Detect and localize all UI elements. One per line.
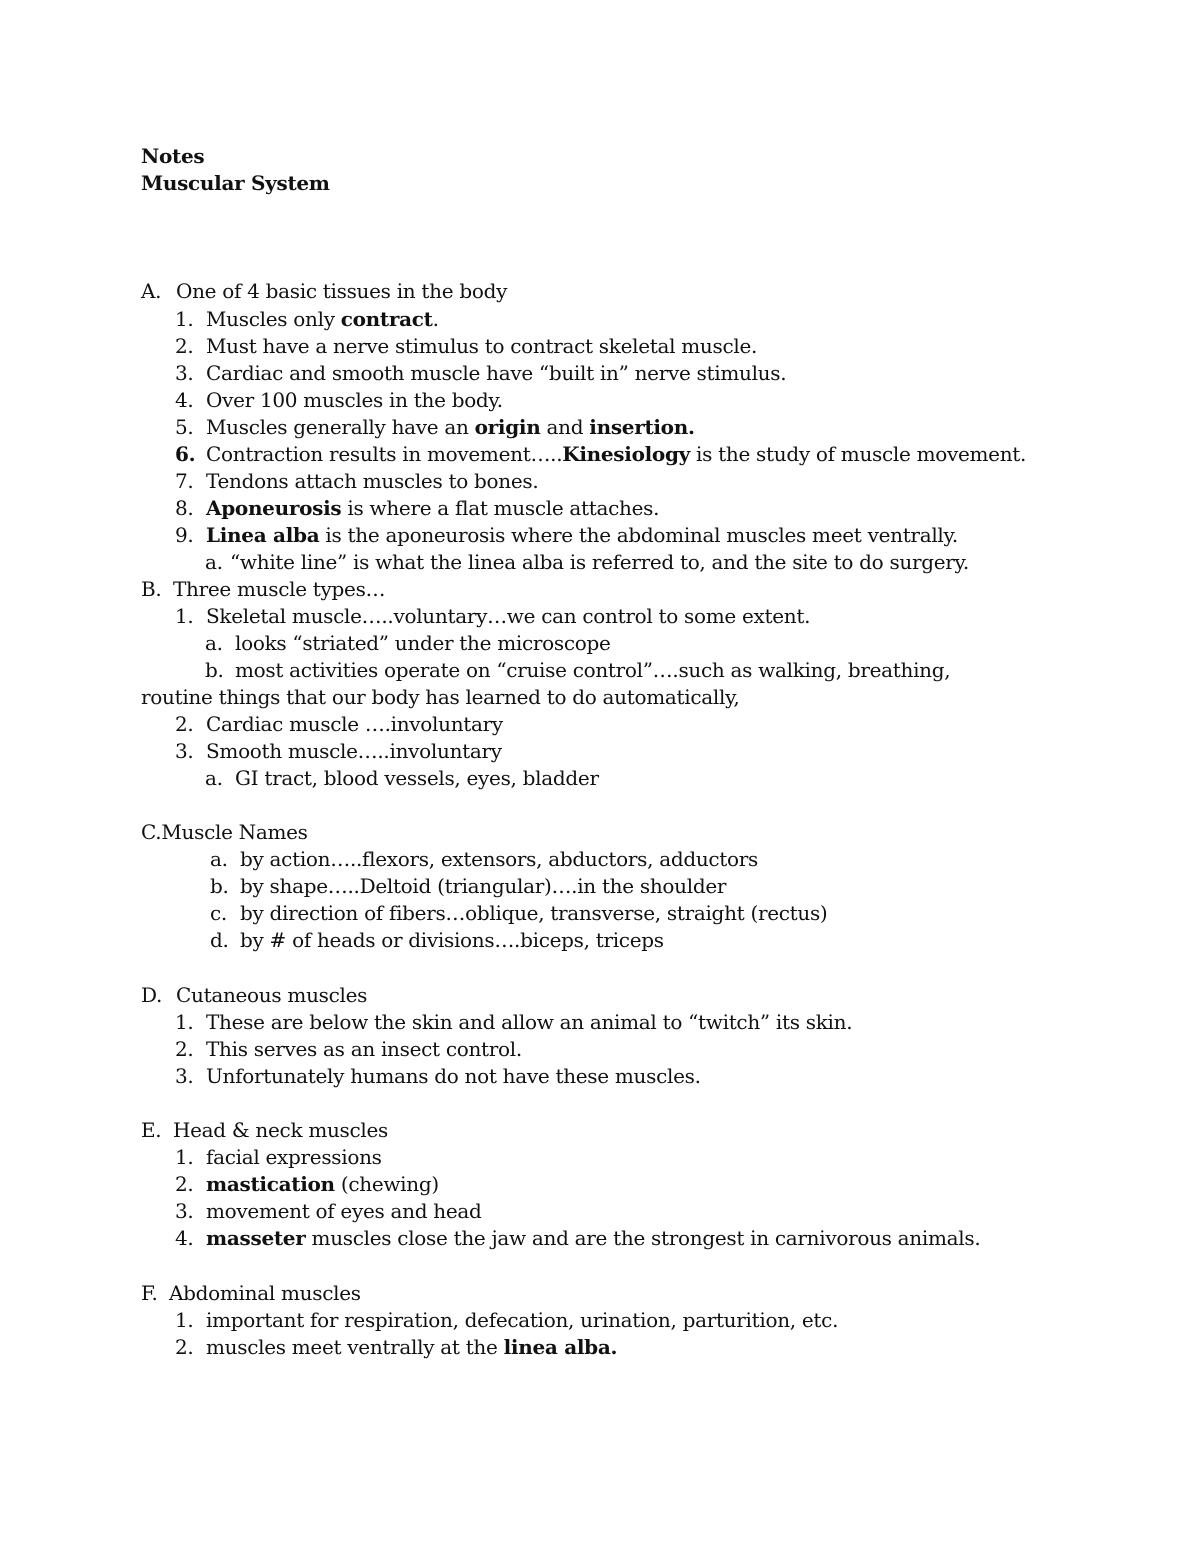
section-e-heading — [141, 1117, 389, 1144]
list-item: 2. Must have a nerve stimulus to contract skeletal muscle. — [175, 334, 758, 358]
list-item: 2. mastication (chewing) — [175, 1172, 439, 1196]
section-title: One of 4 basic tissues in the body — [176, 279, 508, 303]
list-item: 2. Cardiac muscle ….involuntary — [175, 712, 503, 736]
list-item: 1. facial expressions — [175, 1145, 382, 1169]
section-marker: F. — [141, 1281, 158, 1305]
list-item: 2. muscles meet ventrally at the linea alba. — [175, 1335, 618, 1359]
sub-list-item: d. by # of heads or divisions….biceps, triceps — [210, 928, 664, 952]
section-d-heading — [141, 982, 368, 1009]
doc-heading-muscular-system: Muscular System — [141, 171, 330, 195]
section-marker: E. — [141, 1118, 162, 1142]
list-item: 8. Aponeurosis is where a flat muscle attaches. — [175, 496, 660, 520]
list-item: 3. Cardiac and smooth muscle have “built in” nerve stimulus. — [175, 361, 787, 385]
list-item: 1. important for respiration, defecation, urination, parturition, etc. — [175, 1308, 839, 1332]
section-c-heading: C.Muscle Names — [141, 820, 308, 844]
section-marker: D. — [141, 983, 163, 1007]
list-item: 2. This serves as an insect control. — [175, 1037, 522, 1061]
sub-list-item: a. by action…..flexors, extensors, abductors, adductors — [210, 847, 759, 871]
section-title: Head & neck muscles — [173, 1118, 389, 1142]
sub-list-item: b. by shape…..Deltoid (triangular)….in the shoulder — [210, 874, 727, 898]
list-item: 6. Contraction results in movement…..Kinesiology is the study of muscle movement. — [175, 442, 1027, 466]
list-item: 5. Muscles generally have an origin and insertion. — [175, 415, 695, 439]
list-item: 4. Over 100 muscles in the body. — [175, 388, 503, 412]
section-a-heading — [141, 278, 508, 305]
list-item: 9. Linea alba is the aponeurosis where the abdominal muscles meet ventrally. — [175, 523, 958, 547]
section-title: Three muscle types… — [173, 577, 386, 601]
sub-list-item: a. GI tract, blood vessels, eyes, bladder — [205, 766, 599, 790]
section-title: Abdominal muscles — [169, 1281, 361, 1305]
list-item: 1. These are below the skin and allow an animal to “twitch” its skin. — [175, 1010, 853, 1034]
list-item: 3. Unfortunately humans do not have these muscles. — [175, 1064, 701, 1088]
list-item: 1. Skeletal muscle…..voluntary…we can control to some extent. — [175, 604, 811, 628]
section-b-heading — [141, 576, 386, 603]
list-item: 3. Smooth muscle…..involuntary — [175, 739, 502, 763]
list-item: 1. Muscles only contract. — [175, 307, 439, 331]
sub-list-item: a. “white line” is what the linea alba is referred to, and the site to do surgery. — [205, 550, 969, 574]
section-marker: B. — [141, 577, 162, 601]
sub-list-item-continuation: routine things that our body has learned to do automatically, — [141, 685, 740, 709]
section-f-heading — [141, 1280, 361, 1307]
doc-heading-notes: Notes — [141, 144, 205, 168]
sub-list-item: b. most activities operate on “cruise control”….such as walking, breathing, — [205, 658, 951, 682]
sub-list-item: a. looks “striated” under the microscope — [205, 631, 611, 655]
sub-list-item: c. by direction of fibers…oblique, transverse, straight (rectus) — [210, 901, 828, 925]
section-marker: A. — [141, 279, 162, 303]
section-title: Cutaneous muscles — [176, 983, 368, 1007]
list-item: 4. masseter muscles close the jaw and are the strongest in carnivorous animals. — [175, 1226, 981, 1250]
list-item: 7. Tendons attach muscles to bones. — [175, 469, 539, 493]
list-item: 3. movement of eyes and head — [175, 1199, 482, 1223]
